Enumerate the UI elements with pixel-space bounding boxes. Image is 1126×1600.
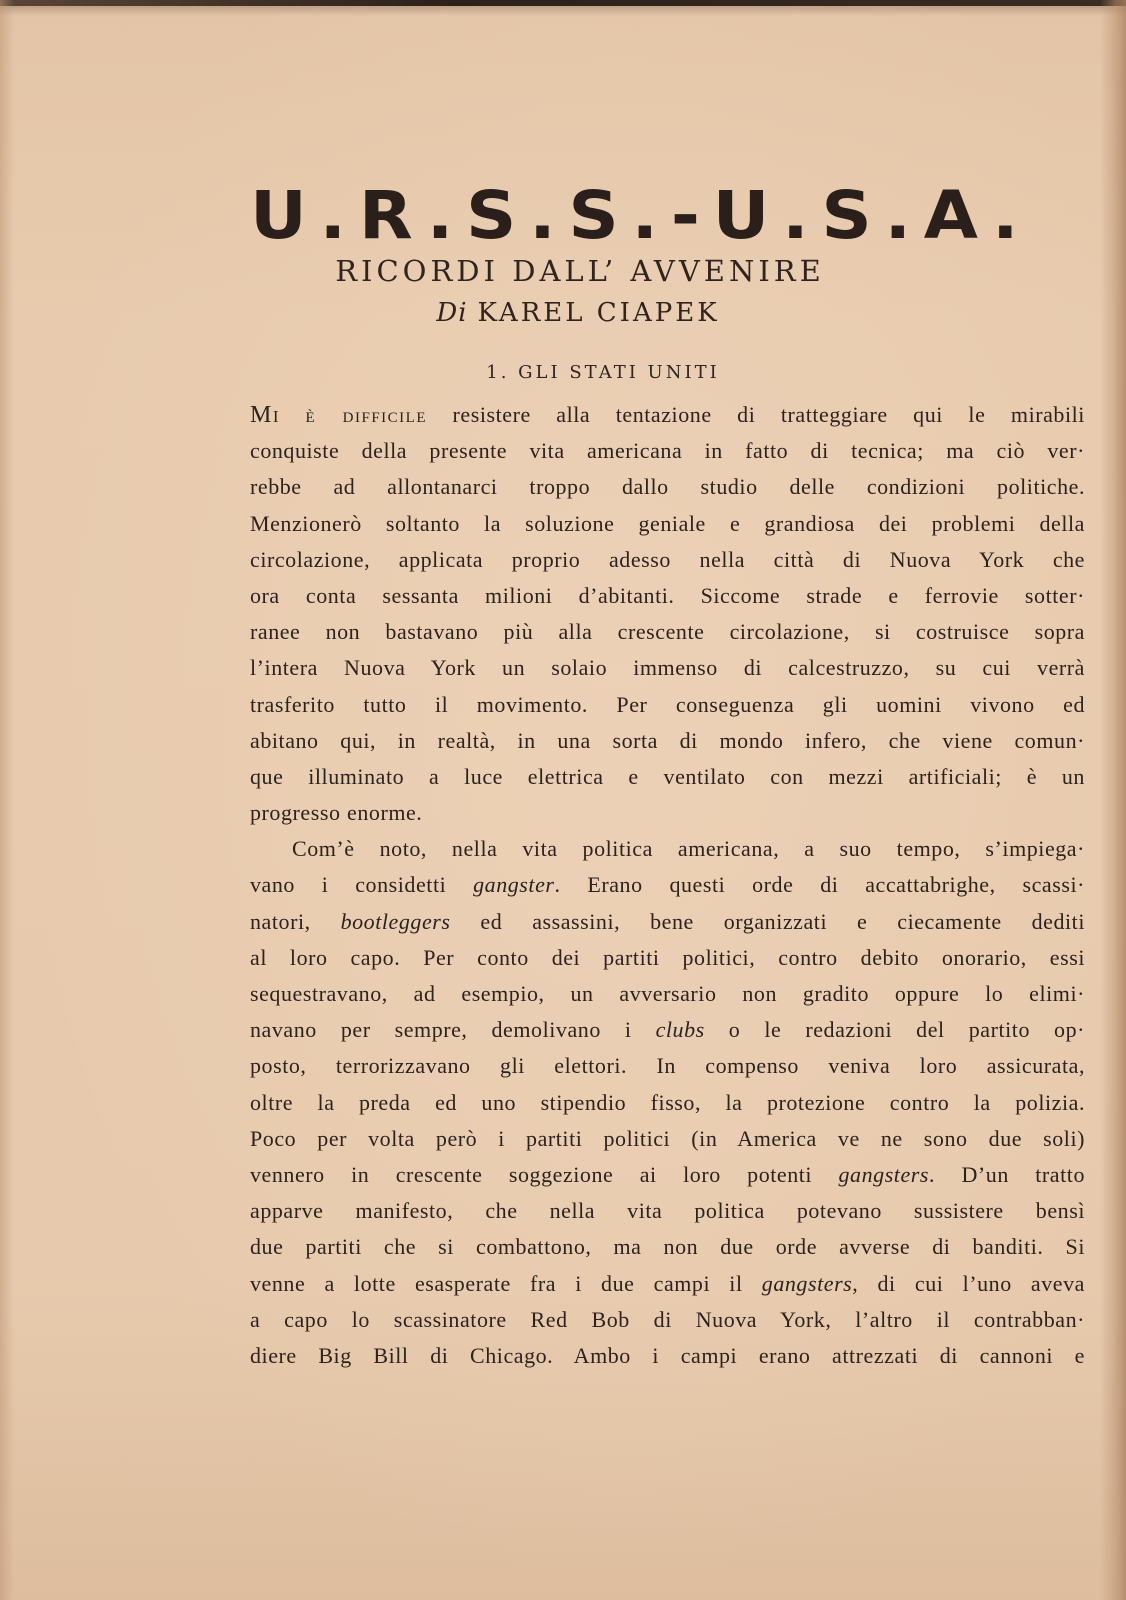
body-line [250,831,1085,867]
body-line-text: vano i considetti [250,872,474,898]
body-line-text: vennero in crescente soggezione ai loro potenti [250,1161,839,1187]
body-line-text: resistere alla tentazione di tratteggiare qui le mirabili [452,402,1085,427]
body-line: progresso enorme. [250,800,423,826]
body-line [250,1157,1085,1193]
byline-author: KAREL CIAPEK [477,298,720,328]
body-line-text: o le redazioni del partito op· [704,1017,1085,1043]
body-line [250,940,1085,976]
body-line [250,1012,1085,1048]
body-line-text: posto, terrorizzavano gli elettori. In compenso veniva loro assicurata, [250,1053,1085,1079]
body-line-text: Com’è noto, nella vita politica americana, a suo tempo, s’impiega· [292,836,1085,862]
article-subtitle: RICORDI DALL’ AVVENIRE [335,254,825,288]
body-line-text: natori, [250,908,341,934]
body-line-text: navano per sempre, demolivano i [250,1017,656,1043]
body-line: l’intera Nuova York un solaio immenso di calcestruzzo, su cui verrà [250,655,1085,681]
paragraph-lead-rest: è difficile [305,402,427,427]
body-line [250,1085,1085,1121]
body-line-text: venne a lotte esasperate fra i due campi il [250,1270,762,1296]
body-line-text: sequestravano, ad esempio, un avversario non gradito oppure lo elimi· [250,981,1085,1006]
article-title: U.R.S.S.-U.S.A. [250,177,1032,254]
italic-term: gangster [473,872,555,898]
italic-term: gangsters [838,1161,930,1187]
italic-term: gangsters [761,1270,853,1296]
italic-term: clubs [655,1017,705,1043]
body-line: abitano qui, in realtà, in una sorta di mondo infero, che viene comun· [250,727,1085,753]
body-line-text: Poco per volta però i partiti politici (in America ve ne sono due soli) [250,1125,1085,1151]
body-line-text: apparve manifesto, che nella vita politica potevano sussistere bensì [250,1198,1085,1224]
body-line: rebbe ad allontanarci troppo dallo studio delle condizioni politiche. [250,474,1085,500]
page-top-shadow [0,6,1126,16]
body-line [250,904,1085,940]
body-line [250,1193,1085,1229]
body-line-text: a capo lo scassinatore Red Bob di Nuova York, l’altro il contrabban· [250,1306,1085,1332]
body-line [250,1229,1085,1265]
article-body [250,397,1085,1374]
body-line-text: ed assassini, bene organizzati e ciecamente dediti [450,908,1085,934]
body-line-text: diere Big Bill di Chicago. Ambo i campi erano attrezzati di cannoni e [250,1342,1085,1368]
body-line: conquiste della presente vita americana in fatto di tecnica; ma ciò ver· [250,438,1085,464]
body-line [250,976,1085,1012]
body-line: circolazione, applicata proprio adesso nella città di Nuova York che [250,546,1085,572]
body-line-text: , di cui l’uno aveva [852,1270,1085,1296]
body-line-text: . Erano questi orde di accattabrighe, scassi· [554,872,1085,898]
body-line [250,1302,1085,1338]
body-line-text: due partiti che si combattono, ma non due orde avverse di banditi. Si [250,1234,1085,1260]
body-line [250,1048,1085,1084]
italic-term: bootleggers [340,908,451,934]
body-line [250,1266,1085,1302]
article-byline [0,298,1126,328]
body-line-text: . D’un tratto [929,1161,1085,1187]
body-line: que illuminato a luce elettrica e ventilato con mezzi artificiali; è un [250,763,1085,789]
paragraph-lead-first: Mi [250,402,281,428]
body-line-text: oltre la preda ed uno stipendio fisso, la protezione contro la polizia. [250,1089,1085,1115]
body-line [250,397,1085,433]
body-line: ora conta sessanta milioni d’abitanti. Siccome strade e ferrovie sotter· [250,582,1085,608]
body-line: trasferito tutto il movimento. Per conseguenza gli uomini vivono ed [250,691,1085,717]
body-line: ranee non bastavano più alla crescente circolazione, si costruisce sopra [250,619,1085,645]
body-line-text: al loro capo. Per conto dei partiti politici, contro debito onorario, essi [250,944,1085,970]
body-line [250,1338,1085,1374]
body-line: Menzionerò soltanto la soluzione geniale e grandiosa dei problemi della [250,510,1085,536]
section-heading: 1. GLI STATI UNITI [486,362,720,383]
byline-prefix: Di [436,298,468,328]
page-left-edge [0,0,14,1600]
body-line [250,1121,1085,1157]
body-line [250,867,1085,903]
